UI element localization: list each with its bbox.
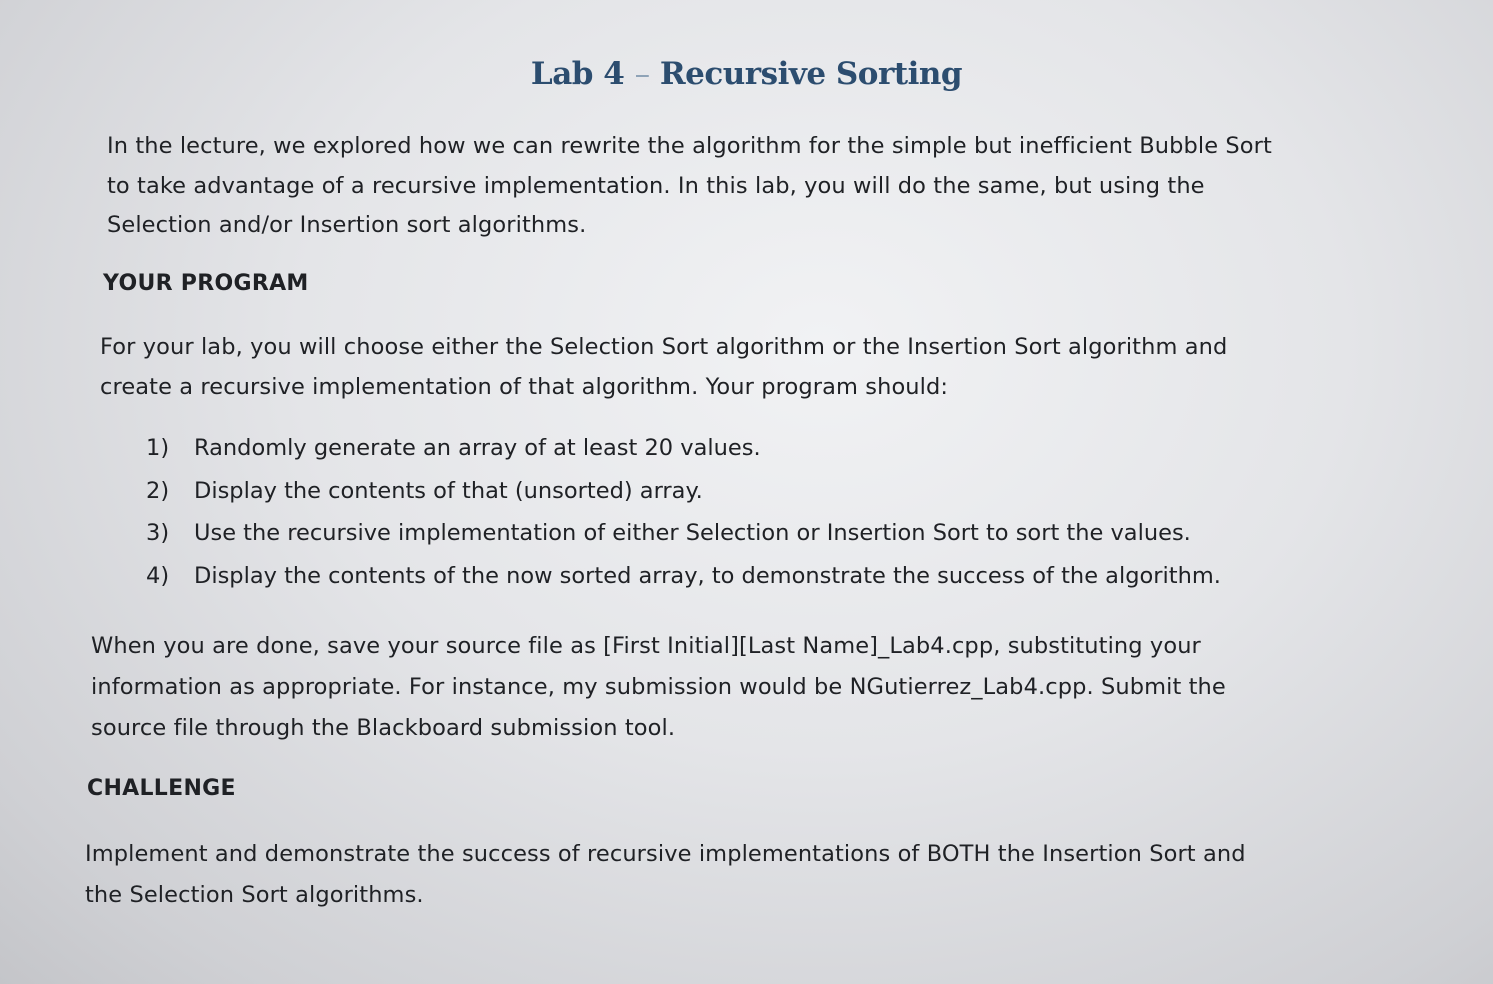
program-paragraph [100, 328, 1227, 407]
list-number: 1) [146, 435, 170, 461]
list-item [146, 433, 1221, 476]
submission-line: When you are done, save your source file as [First Initial][Last Name]_Lab4.cpp, substituting your [91, 633, 1201, 659]
challenge-line: the Selection Sort algorithms. [85, 882, 424, 908]
heading-challenge: CHALLENGE [87, 776, 236, 801]
challenge-paragraph [85, 834, 1246, 916]
requirements-list [146, 433, 1221, 603]
challenge-line: Implement and demonstrate the success of recursive implementations of BOTH the Insertion Sort and [85, 841, 1246, 867]
list-text: Display the contents of that (unsorted) array. [194, 477, 703, 504]
list-text: Use the recursive implementation of either Selection or Insertion Sort to sort the values. [194, 520, 1191, 546]
list-item [146, 518, 1221, 561]
list-number: 2) [146, 477, 170, 504]
program-line: For your lab, you will choose either the Selection Sort algorithm or the Insertion Sort algorithm and [100, 334, 1228, 360]
submission-paragraph [91, 626, 1226, 749]
title-main: Lab 4 [530, 56, 625, 92]
intro-line: to take advantage of a recursive implementation. In this lab, you will do the same, but using the [107, 172, 1205, 199]
title-dash: – [634, 56, 650, 92]
submission-line: information as appropriate. For instance, my submission would be NGutierrez_Lab4.cpp. Submit the [91, 674, 1226, 700]
intro-paragraph [107, 127, 1272, 246]
list-number: 4) [146, 562, 170, 589]
heading-your-program: YOUR PROGRAM [103, 271, 309, 296]
list-number: 3) [146, 520, 170, 546]
intro-line: Selection and/or Insertion sort algorithms. [107, 212, 587, 238]
intro-line: In the lecture, we explored how we can rewrite the algorithm for the simple but inefficient Bubble Sort [107, 133, 1272, 159]
list-text: Randomly generate an array of at least 20 values. [194, 435, 761, 461]
document-title [0, 56, 1493, 92]
program-line: create a recursive implementation of that algorithm. Your program should: [100, 373, 949, 400]
list-text: Display the contents of the now sorted array, to demonstrate the success of the algorithm. [194, 562, 1221, 589]
submission-line: source file through the Blackboard submission tool. [91, 715, 676, 741]
list-item [146, 476, 1221, 519]
title-sub: Recursive Sorting [659, 56, 963, 92]
list-item [146, 561, 1221, 604]
